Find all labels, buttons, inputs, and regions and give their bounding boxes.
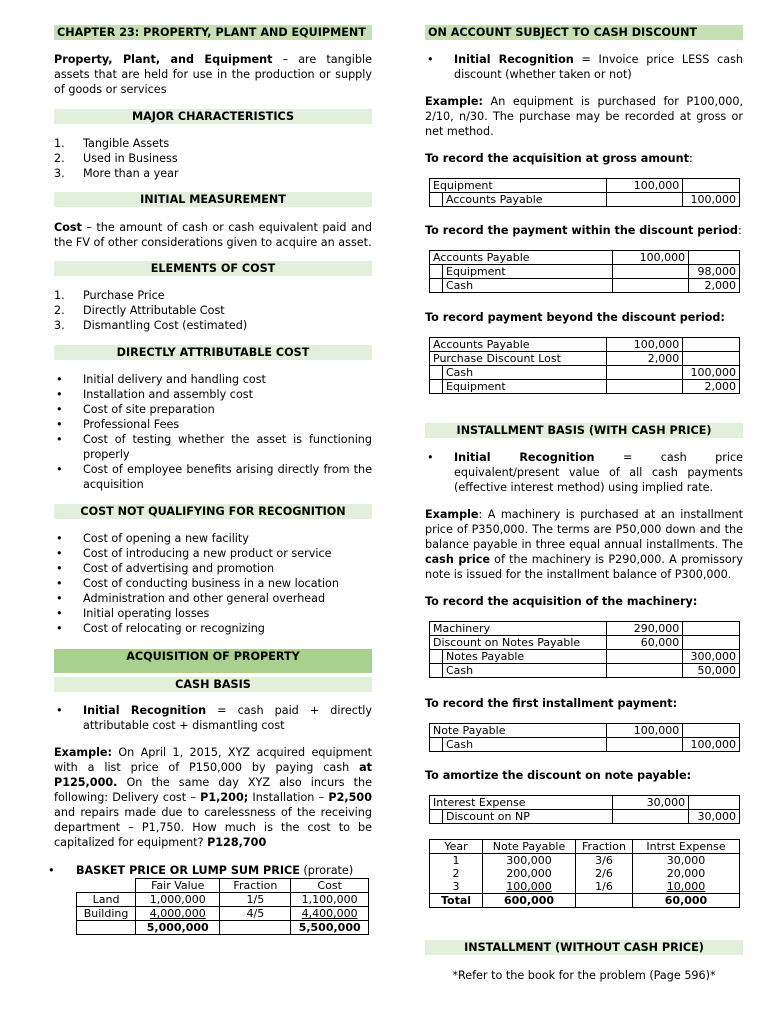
gross-heading: To record the acquisition at gross amount:	[425, 152, 693, 165]
list-item: 2. Directly Attributable Cost	[54, 304, 225, 317]
within-discount-heading: To record the payment within the discount period:	[425, 224, 742, 237]
list-item: • Professional Fees	[54, 417, 372, 432]
journal-entry-beyond	[429, 337, 740, 394]
journal-entry-gross	[429, 178, 740, 207]
cost-term: Cost	[54, 221, 82, 234]
list-item: • Cost of employee benefits arising directly from the acquisition	[54, 462, 372, 492]
cost-not-qualifying-list	[54, 531, 372, 636]
table-row: Equipment 98,000	[430, 265, 740, 279]
table-row: Cash 100,000	[430, 738, 740, 752]
table-row: Accounts Payable 100,000	[430, 338, 740, 352]
beyond-discount-heading: To record payment beyond the discount period:	[425, 311, 725, 324]
journal-entry-amortize	[429, 795, 740, 824]
table-header-row: Fair Value Fraction Cost	[77, 879, 369, 893]
table-row: Accounts Payable 100,000	[430, 251, 740, 265]
list-item: • Initial delivery and handling cost	[54, 372, 372, 387]
list-item: • Cost of site preparation	[54, 402, 372, 417]
amortization-schedule-table	[429, 839, 740, 908]
chapter-title: CHAPTER 23: PROPERTY, PLANT AND EQUIPMENT	[54, 25, 372, 40]
machinery-heading: To record the acquisition of the machinery:	[425, 595, 698, 608]
list-item: • Cost of conducting business in a new location	[54, 576, 372, 591]
list-item: • Cost of relocating or recognizing	[54, 621, 372, 636]
list-item: 3. Dismantling Cost (estimated)	[54, 319, 248, 332]
directly-attributable-cost-heading: DIRECTLY ATTRIBUTABLE COST	[54, 345, 372, 360]
ppe-term: Property, Plant, and Equipment	[54, 53, 273, 66]
cost-def-text: – the amount of cash or cash equivalent paid and the FV of other considerations given to acquire an asset.	[54, 221, 372, 249]
table-row: Land 1,000,000 1/5 1,100,000	[77, 893, 369, 907]
table-row: Machinery 290,000	[430, 622, 740, 636]
list-item: • Administration and other general overhead	[54, 591, 372, 606]
table-row: Accounts Payable 100,000	[430, 193, 740, 207]
table-row: Cash 100,000	[430, 366, 740, 380]
list-item: • Initial Recognition = Invoice price LESS cash discount (whether taken or not)	[425, 52, 743, 82]
cash-discount-recognition	[425, 52, 743, 82]
table-row: Cash 50,000	[430, 664, 740, 678]
table-row: 1 300,000 3/6 30,000	[430, 854, 740, 868]
bullet-icon: •	[48, 864, 55, 877]
list-item: • Cost of opening a new facility	[54, 531, 372, 546]
installment-without-cash-price-heading: INSTALLMENT (WITHOUT CASH PRICE)	[425, 940, 743, 955]
cash-discount-example: Example: An equipment is purchased for P100,000, 2/10, n/30. The purchase may be recorded at gross or net method.	[425, 95, 743, 138]
initial-measurement-heading: INITIAL MEASUREMENT	[54, 192, 372, 207]
amortize-heading: To amortize the discount on note payable:	[425, 769, 692, 782]
list-item: • Installation and assembly cost	[54, 387, 372, 402]
table-row: Notes Payable 300,000	[430, 650, 740, 664]
table-row: Cash 2,000	[430, 279, 740, 293]
table-row: 3 100,000 1/6 10,000	[430, 880, 740, 894]
directly-attributable-cost-list	[54, 372, 372, 492]
table-row: Discount on Notes Payable 60,000	[430, 636, 740, 650]
installment-basis-heading: INSTALLMENT BASIS (WITH CASH PRICE)	[425, 423, 743, 438]
table-header-row: Year Note Payable Fraction Intrst Expense	[430, 840, 740, 854]
list-item: 1. Purchase Price	[54, 289, 165, 302]
basket-price-table	[76, 878, 369, 935]
list-item: 3. More than a year	[54, 167, 179, 180]
cash-basis-recognition	[54, 703, 372, 733]
list-item: • Initial operating losses	[54, 606, 372, 621]
ppe-definition	[54, 52, 372, 97]
journal-entry-within	[429, 250, 740, 293]
refer-note: *Refer to the book for the problem (Page 596)*	[452, 969, 716, 982]
cost-definition	[54, 220, 372, 250]
cash-discount-heading: ON ACCOUNT SUBJECT TO CASH DISCOUNT	[425, 25, 743, 40]
list-item: 2. Used in Business	[54, 152, 178, 165]
table-total-row: Total 600,000 60,000	[430, 894, 740, 908]
list-item: 1. Tangible Assets	[54, 137, 170, 150]
table-row: Interest Expense 30,000	[430, 796, 740, 810]
list-item: • Initial Recognition = cash paid + directly attributable cost + dismantling cost	[54, 703, 372, 733]
installment-recognition	[425, 450, 743, 495]
cost-not-qualifying-heading: COST NOT QUALIFYING FOR RECOGNITION	[54, 504, 372, 519]
first-installment-heading: To record the first installment payment:	[425, 697, 678, 710]
journal-entry-machinery	[429, 621, 740, 678]
table-row: Note Payable 100,000	[430, 724, 740, 738]
installment-example: Example: A machinery is purchased at an installment price of P350,000. The terms are P50,000 down and the balance payable in three equal annual installments. The cash price of the machinery is P290,000. A promissory note is issued for the installment balance of P300,000.	[425, 508, 743, 581]
elements-of-cost-heading: ELEMENTS OF COST	[54, 261, 372, 276]
major-characteristics-heading: MAJOR CHARACTERISTICS	[54, 109, 372, 124]
cash-basis-example: Example: On April 1, 2015, XYZ acquired equipment with a list price of P150,000 by paying cash at P125,000. On the same day XYZ also incurs the following: Delivery cost – P1,200; Installation – P2,500 and repairs made due to carelessness of the receiving department – P1,750. How much is the cost to be capitalized for equipment? P128,700	[54, 746, 372, 849]
table-total-row: 5,000,000 5,500,000	[77, 921, 369, 935]
list-item: • Initial Recognition = cash price equivalent/present value of all cash payments (effective interest method) using implied rate.	[425, 450, 743, 495]
cash-basis-heading: CASH BASIS	[54, 677, 372, 692]
table-row: Discount on NP 30,000	[430, 810, 740, 824]
elements-of-cost-list	[54, 288, 372, 333]
example-label: Example:	[54, 746, 112, 759]
table-row: Equipment 2,000	[430, 380, 740, 394]
table-row: Equipment 100,000	[430, 179, 740, 193]
table-row: 2 200,000 2/6 20,000	[430, 867, 740, 880]
major-characteristics-list	[54, 136, 372, 181]
acquisition-of-property-heading: ACQUISITION OF PROPERTY	[54, 649, 372, 673]
journal-entry-first-installment	[429, 723, 740, 752]
list-item: • Cost of advertising and promotion	[54, 561, 372, 576]
list-item: • Cost of introducing a new product or service	[54, 546, 372, 561]
table-row: Purchase Discount Lost 2,000	[430, 352, 740, 366]
list-item: • Cost of testing whether the asset is functioning properly	[54, 432, 372, 462]
ppe-def-text: – are tangible assets that are held for use in the production or supply of goods or services	[54, 53, 372, 96]
table-row: Building 4,000,000 4/5 4,400,000	[77, 907, 369, 921]
